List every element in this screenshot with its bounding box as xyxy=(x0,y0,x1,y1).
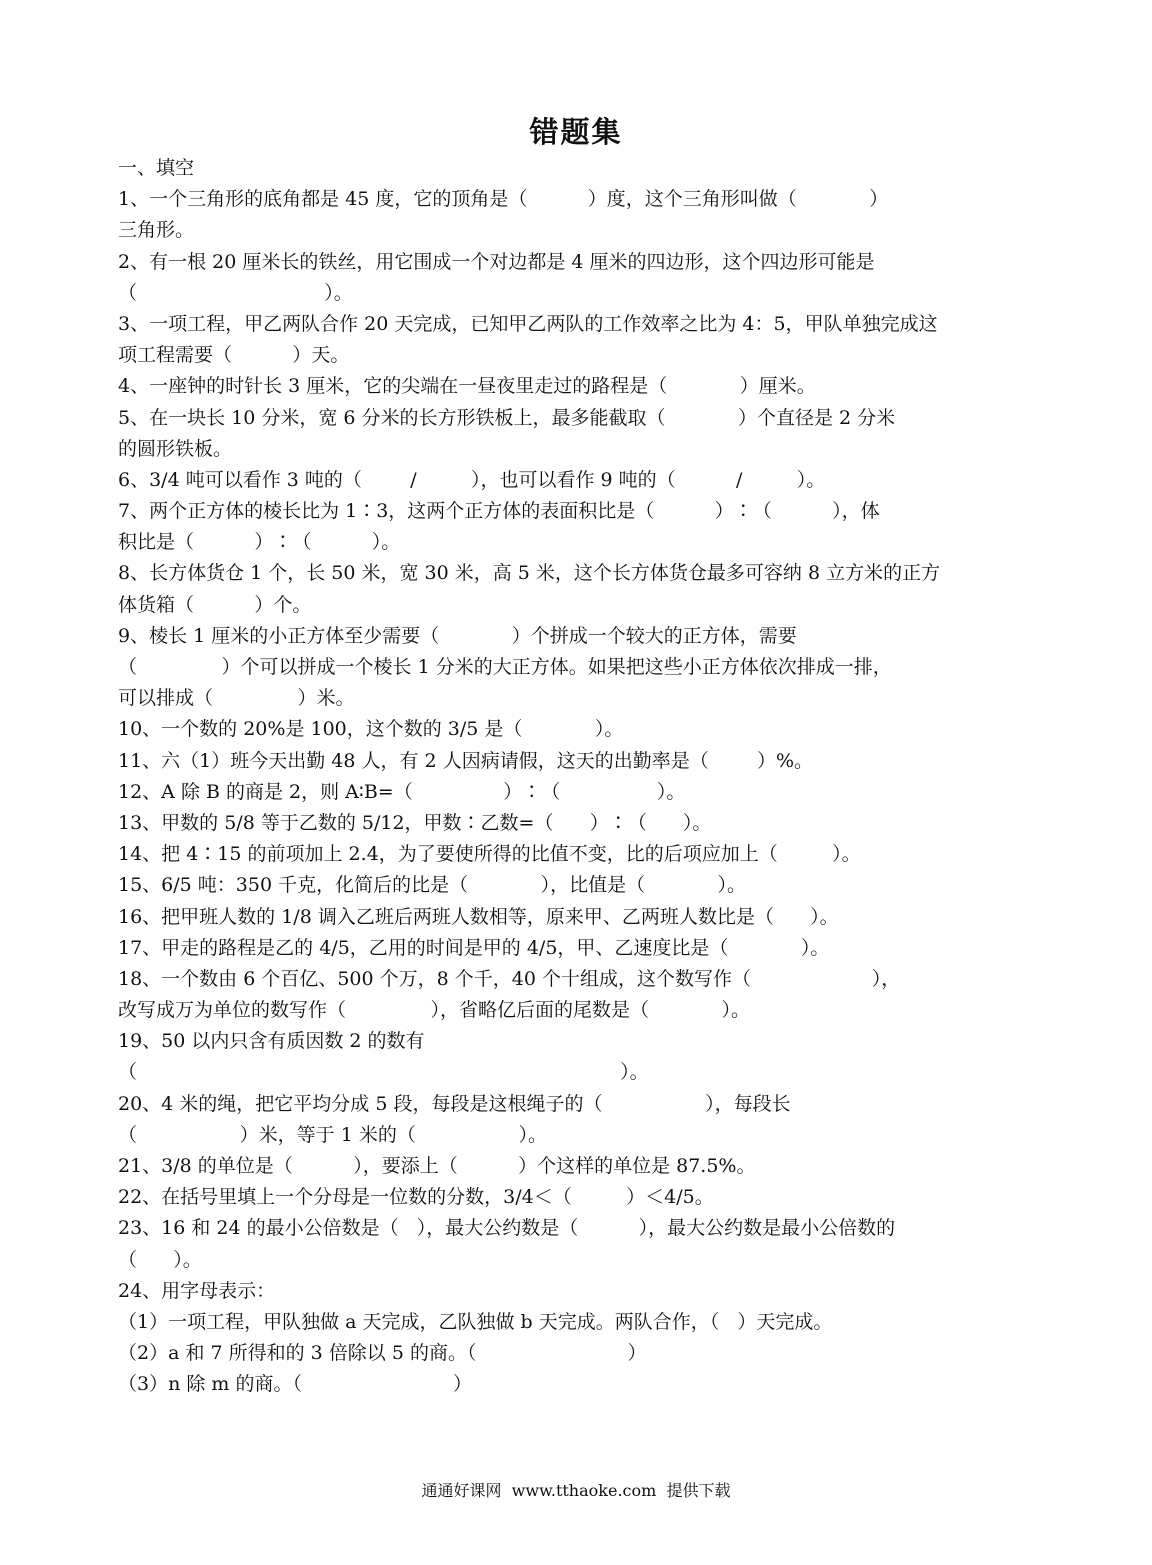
text-line: （2）a 和 7 所得和的 3 倍除以 5 的商。（ ） xyxy=(118,1342,647,1365)
page-title: 错题集 xyxy=(529,115,623,149)
text-line: 15、6/5 吨：350 千克，化简后的比是（ ），比值是（ ）。 xyxy=(118,874,747,897)
text-line: 积比是（ ）∶（ ）。 xyxy=(118,531,401,554)
text-line: 6、3/4 吨可以看作 3 吨的（ / ），也可以看作 9 吨的（ / ）。 xyxy=(118,468,826,491)
text-line: 20、4 米的绳，把它平均分成 5 段，每段是这根绳子的（ ），每段长 xyxy=(118,1092,791,1115)
text-line: 三角形。 xyxy=(118,219,195,242)
text-line: （ ）。 xyxy=(118,1061,649,1084)
text-line: 11、六（1）班今天出勤 48 人，有 2 人因病请假，这天的出勤率是（ ）%。 xyxy=(118,749,814,772)
text-line: 可以排成（ ）米。 xyxy=(118,687,355,710)
text-line: 5、在一块长 10 分米，宽 6 分米的长方形铁板上，最多能截取（ ）个直径是 2 分米 xyxy=(118,406,896,429)
text-line: 23、16 和 24 的最小公倍数是（ ），最大公约数是（ ），最大公约数是最小公倍数的 xyxy=(118,1217,896,1240)
text-line: 12、A 除 B 的商是 2，则 A∶B=（ ）∶（ ）。 xyxy=(118,780,686,803)
text-line: 16、把甲班人数的 1/8 调入乙班后两班人数相等，原来甲、乙两班人数比是（ ）。 xyxy=(118,905,839,928)
text-line: 13、甲数的 5/8 等于乙数的 5/12，甲数∶乙数=（ ）∶（ ）。 xyxy=(118,811,712,834)
text-line: 的圆形铁板。 xyxy=(118,437,233,460)
text-line: 18、一个数由 6 个百亿、500 个万，8 个千，40 个十组成，这个数写作（ ）， xyxy=(118,967,901,990)
section-heading: 一、填空 xyxy=(118,157,195,179)
text-line: 7、两个正方体的棱长比为 1∶3，这两个正方体的表面积比是（ ）∶（ ），体 xyxy=(118,500,880,523)
text-line: 24、用字母表示： xyxy=(118,1279,276,1302)
text-line: （1）一项工程，甲队独做 a 天完成，乙队独做 b 天完成。两队合作，（ ）天完成。 xyxy=(118,1310,833,1333)
text-line: （ ）。 xyxy=(118,281,353,304)
text-line: 22、在括号里填上一个分母是一位数的分数，3/4＜（ ）＜4/5。 xyxy=(118,1186,714,1209)
page-footer: 通通好课网 www.tthaoke.com 提供下载 xyxy=(421,1481,731,1500)
text-line: 1、一个三角形的底角都是 45 度，它的顶角是（ ）度，这个三角形叫做（ ） xyxy=(118,188,889,211)
text-line: 改写成万为单位的数写作（ ），省略亿后面的尾数是（ ）。 xyxy=(118,999,751,1022)
text-line: 9、棱长 1 厘米的小正方体至少需要（ ）个拼成一个较大的正方体，需要 xyxy=(118,624,797,647)
text-line: 项工程需要（ ）天。 xyxy=(118,344,350,367)
text-line: 17、甲走的路程是乙的 4/5，乙用的时间是甲的 4/5，甲、乙速度比是（ ）。 xyxy=(118,936,830,959)
text-line: （ ）个可以拼成一个棱长 1 分米的大正方体。如果把这些小正方体依次排成一排， xyxy=(118,656,892,678)
text-line: 21、3/8 的单位是（ ），要添上（ ）个这样的单位是 87.5%。 xyxy=(118,1155,756,1177)
text-line: 14、把 4∶15 的前项加上 2.4，为了要使所得的比值不变，比的后项应加上（ ）。 xyxy=(118,843,861,866)
text-line: 3、一项工程，甲乙两队合作 20 天完成，已知甲乙两队的工作效率之比为 4：5，甲队单独完成这 xyxy=(118,312,938,335)
text-line: （ ）米，等于 1 米的（ ）。 xyxy=(118,1123,548,1146)
text-line: （ ）。 xyxy=(118,1248,202,1271)
text-line: 体货箱（ ）个。 xyxy=(118,593,312,616)
text-line: 19、50 以内只含有质因数 2 的数有 xyxy=(118,1030,425,1053)
text-line: 2、有一根 20 厘米长的铁丝，用它围成一个对边都是 4 厘米的四边形，这个四边形可能是 xyxy=(118,250,875,273)
text-line: 4、一座钟的时针长 3 厘米，它的尖端在一昼夜里走过的路程是（ ）厘米。 xyxy=(118,375,816,398)
text-line: （3）n 除 m 的商。（ ） xyxy=(118,1373,472,1396)
document-body xyxy=(118,153,1038,1401)
text-line: 8、长方体货仓 1 个，长 50 米，宽 30 米，高 5 米，这个长方体货仓最多可容纳 8 立方米的正方 xyxy=(118,562,941,585)
text-line: 10、一个数的 20%是 100，这个数的 3/5 是（ ）。 xyxy=(118,718,624,741)
